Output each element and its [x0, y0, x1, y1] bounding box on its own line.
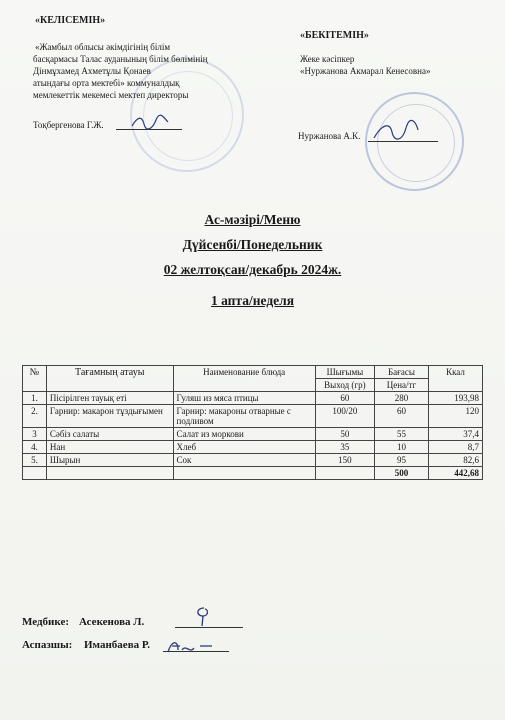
row-kcal: 193,98 — [428, 392, 482, 405]
row-price: 60 — [374, 405, 428, 428]
total-empty-1 — [23, 467, 47, 480]
row-kcal: 37,4 — [428, 428, 482, 441]
cook-label: Аспазшы: — [22, 639, 73, 651]
nurse-label: Медбике: — [22, 616, 69, 628]
row-name-ru: Сок — [173, 454, 315, 467]
nurse-signature — [190, 604, 216, 630]
table-row — [23, 405, 483, 428]
header-name-ru: Наименование блюда — [173, 366, 315, 392]
row-yield: 35 — [315, 441, 374, 454]
row-price: 10 — [374, 441, 428, 454]
row-name-kz: Шырын — [46, 454, 173, 467]
table-row — [23, 441, 483, 454]
date-title: 02 желтоқсан/декабрь 2024ж. — [163, 262, 342, 277]
row-num: 1. — [23, 392, 47, 405]
cook-signature — [166, 636, 216, 658]
table-row — [23, 392, 483, 405]
nurse-name: Асекенова Л. — [79, 616, 145, 628]
approval-left-signatory: Тоқбергенова Г.Ж. — [33, 120, 104, 130]
row-yield: 150 — [315, 454, 374, 467]
approval-left-line-1: «Жамбыл облысы әкімдігінің білім — [35, 42, 171, 52]
row-name-ru: Гуляш из мяса птицы — [173, 392, 315, 405]
total-kcal: 442,68 — [428, 467, 482, 480]
table-row — [23, 428, 483, 441]
menu-table — [22, 365, 483, 480]
row-kcal: 8,7 — [428, 441, 482, 454]
row-price: 280 — [374, 392, 428, 405]
cook-name: Иманбаева Р. — [84, 639, 150, 651]
total-empty-2 — [46, 467, 173, 480]
total-empty-4 — [315, 467, 374, 480]
row-yield: 60 — [315, 392, 374, 405]
row-name-kz: Гарнир: макарон тұздығымен — [46, 405, 173, 428]
total-empty-3 — [173, 467, 315, 480]
row-yield: 100/20 — [315, 405, 374, 428]
row-name-ru: Гарнир: макароны отварные с подливом — [173, 405, 315, 428]
table-row — [23, 454, 483, 467]
header-yield-ru: Выход (гр) — [315, 379, 374, 392]
row-name-kz: Пісірілген тауық еті — [46, 392, 173, 405]
approval-left-line-4: атындағы орта мектебі» коммуналдық — [33, 78, 180, 88]
row-num: 4. — [23, 441, 47, 454]
approval-left-line-2: басқармасы Талас ауданының білім бөлімінің — [33, 54, 208, 64]
header-price-kz: Бағасы — [374, 366, 428, 379]
header-yield-kz: Шығымы — [315, 366, 374, 379]
row-kcal: 82,6 — [428, 454, 482, 467]
signature-left — [130, 112, 170, 132]
row-name-ru: Салат из моркови — [173, 428, 315, 441]
row-kcal: 120 — [428, 405, 482, 428]
total-price: 500 — [374, 467, 428, 480]
row-name-ru: Хлеб — [173, 441, 315, 454]
approval-left-line-5: мемлекеттік мекемесі мектеп директоры — [33, 90, 189, 100]
menu-title: Ас-мәзірі/Меню — [204, 212, 301, 227]
table-total-row — [23, 467, 483, 480]
header-name-kz: Тағамның атауы — [46, 366, 173, 392]
row-name-kz: Сәбіз салаты — [46, 428, 173, 441]
row-num: 2. — [23, 405, 47, 428]
header-num: № — [23, 366, 47, 392]
approval-left-title: «КЕЛІСЕМІН» — [35, 15, 106, 26]
row-num: 5. — [23, 454, 47, 467]
approval-right-line-1: Жеке кәсіпкер — [300, 54, 355, 64]
header-price-ru: Цена/тг — [374, 379, 428, 392]
row-yield: 50 — [315, 428, 374, 441]
week-title: 1 апта/неделя — [210, 293, 295, 308]
table-header-row — [23, 366, 483, 379]
approval-right-signatory: Нуржанова А.К. — [298, 131, 361, 141]
approval-left-line-3: Дінмұхамед Ахметұлы Қонаев — [33, 66, 151, 76]
approval-right-line-2: «Нуржанова Акмарал Кенесовна» — [300, 66, 431, 76]
row-name-kz: Нан — [46, 441, 173, 454]
day-title: Дүйсенбі/Понедельник — [182, 237, 323, 252]
approval-right-title: «БЕКІТЕМІН» — [300, 30, 369, 41]
signature-right — [372, 118, 420, 144]
header-kcal: Ккал — [428, 366, 482, 392]
row-price: 55 — [374, 428, 428, 441]
row-num: 3 — [23, 428, 47, 441]
row-price: 95 — [374, 454, 428, 467]
